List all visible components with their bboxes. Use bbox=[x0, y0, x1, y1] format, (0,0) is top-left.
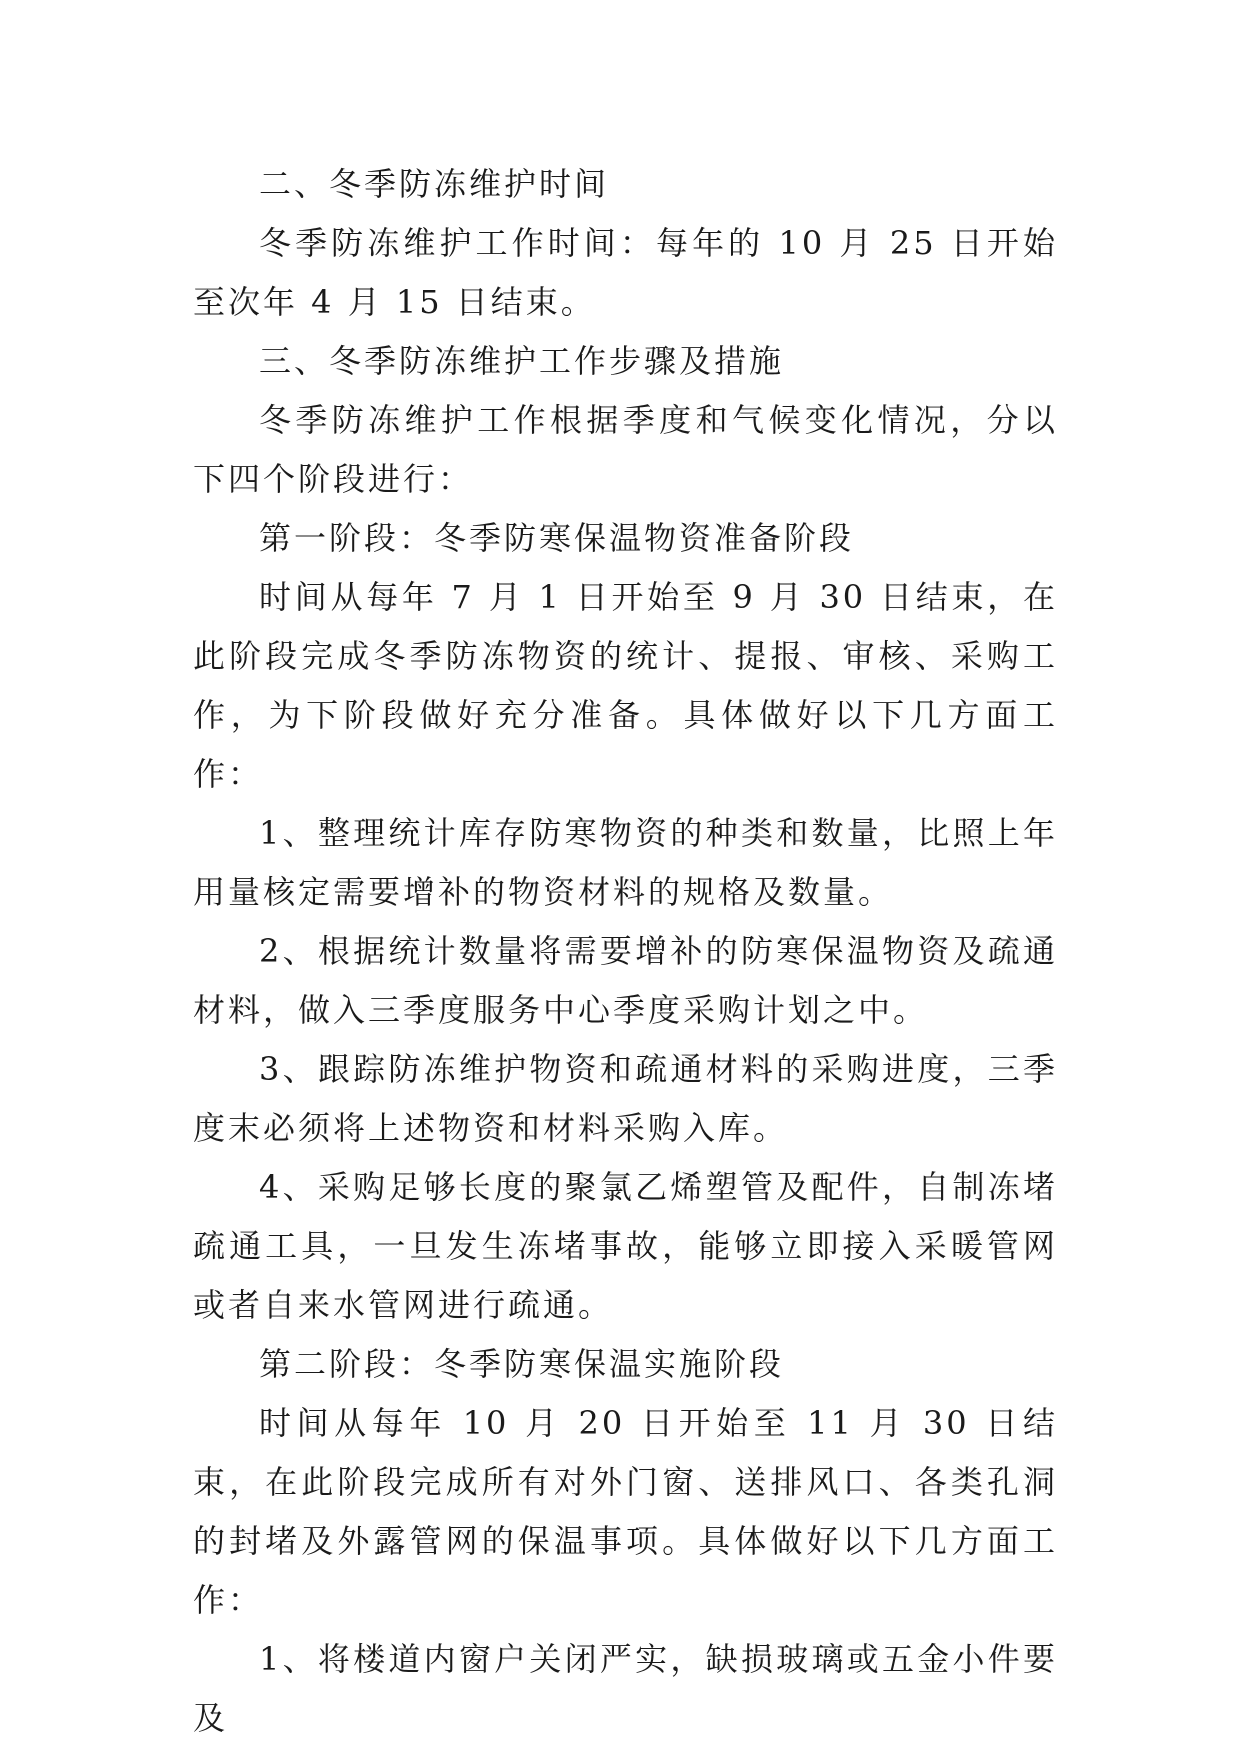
section-heading-steps-measures: 三、冬季防冻维护工作步骤及措施 bbox=[259, 342, 785, 380]
list-item-stage-one-3: 3、跟踪防冻维护物资和疏通材料的采购进度，三季度末必须将上述物资和材料采购入库。 bbox=[193, 1050, 1058, 1147]
paragraph-maintenance-period: 冬季防冻维护工作时间：每年的 10 月 25 日开始至次年 4 月 15 日结束。 bbox=[193, 224, 1058, 321]
paragraph-four-stages: 冬季防冻维护工作根据季度和气候变化情况，分以下四个阶段进行： bbox=[193, 401, 1058, 498]
document-body bbox=[193, 155, 1058, 1748]
stage-heading-two: 第二阶段：冬季防寒保温实施阶段 bbox=[259, 1345, 785, 1383]
section-heading-maintenance-time: 二、冬季防冻维护时间 bbox=[259, 165, 610, 203]
paragraph-stage-two-time: 时间从每年 10 月 20 日开始至 11 月 30 日结束，在此阶段完成所有对外门窗、送排风口、各类孔洞的封堵及外露管网的保温事项。具体做好以下几方面工作： bbox=[193, 1404, 1058, 1619]
list-item-stage-one-1: 1、整理统计库存防寒物资的种类和数量，比照上年用量核定需要增补的物资材料的规格及数量。 bbox=[193, 814, 1058, 911]
stage-heading-one: 第一阶段：冬季防寒保温物资准备阶段 bbox=[259, 519, 855, 557]
paragraph-stage-one-time: 时间从每年 7 月 1 日开始至 9 月 30 日结束，在此阶段完成冬季防冻物资的统计、提报、审核、采购工作，为下阶段做好充分准备。具体做好以下几方面工作： bbox=[193, 578, 1058, 793]
list-item-stage-one-4: 4、采购足够长度的聚氯乙烯塑管及配件，自制冻堵疏通工具，一旦发生冻堵事故，能够立即接入采暖管网或者自来水管网进行疏通。 bbox=[193, 1168, 1058, 1324]
list-item-stage-two-1: 1、将楼道内窗户关闭严实，缺损玻璃或五金小件要及 bbox=[193, 1640, 1058, 1737]
list-item-stage-one-2: 2、根据统计数量将需要增补的防寒保温物资及疏通材料，做入三季度服务中心季度采购计划之中。 bbox=[193, 932, 1058, 1029]
